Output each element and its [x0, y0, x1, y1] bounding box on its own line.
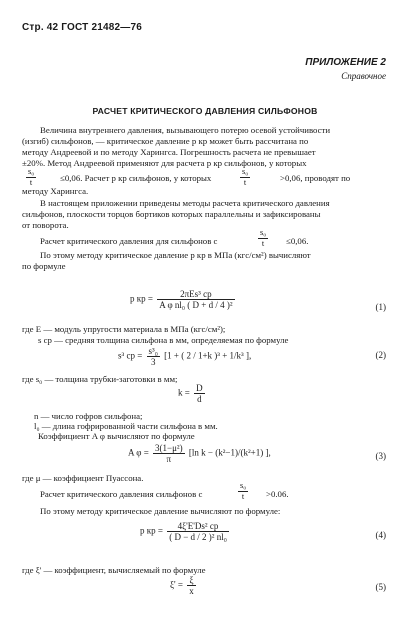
text-line: n — число гофров сильфона; — [34, 411, 143, 421]
text-line: по формуле — [22, 261, 66, 271]
text-line: s ср — средняя толщина сильфона в мм, определяемая по формуле — [38, 335, 289, 345]
inline-fraction: $\frac{\text{s₀}}{t}$ — [28, 167, 35, 187]
equation-number: (1) — [375, 302, 386, 312]
text-line: ≤0,06. Расчет p кр сильфонов, у которых — [60, 173, 212, 183]
text-line: методу Харингса. — [22, 186, 89, 196]
text-line: от поворота. — [22, 220, 69, 230]
equation-number: (4) — [375, 530, 386, 540]
equation-number: (2) — [375, 350, 386, 360]
text-line: (изгиб) сильфонов, — критическое давление p кр может быть рассчитана по — [22, 136, 309, 146]
text-line: По этому методу критическое давление p кр в МПа (кгс/см²) вычисляют — [40, 250, 311, 260]
text-line: где μ — коэффициент Пуассона. — [22, 473, 144, 483]
text-line: >0,06, проводят по — [280, 173, 351, 183]
text-line: сильфонов, плоскости торцов бортиков которых параллельны и зафиксированы — [22, 209, 321, 219]
text-line: В настоящем приложении приведены методы расчета критического давления — [40, 198, 330, 208]
text-line: Расчет критического давления для сильфонов с — [40, 236, 218, 246]
formula-5: ξ' = $\frac{\xi}{x}$ — [170, 575, 194, 596]
text-line: Расчет критического давления сильфонов с — [40, 489, 203, 499]
appendix-subtitle: Справочное — [341, 71, 386, 81]
inline-fraction: $\frac{\text{s₀}}{t}$ — [260, 228, 267, 248]
appendix-label — [305, 57, 386, 81]
text-line: Величина внутреннего давления, вызывающего потерю осевой устойчивости — [40, 125, 331, 135]
inline-fraction: $\frac{\text{s₀}}{t}$ — [240, 481, 247, 501]
formula-1: p кр = $\frac{\text{2πEs³ ср}}{\text{A φ nl₀ ( D + d / 4 )²}}$ — [130, 289, 233, 310]
text-line: методу Андреевой и по методу Харингса. Погрешность расчета не превышает — [22, 147, 316, 157]
inline-fraction: $\frac{\text{s₀}}{t}$ — [242, 167, 249, 187]
equation-number: (5) — [375, 582, 386, 592]
text-line: где s₀ — толщина трубки-заготовки в мм; — [22, 374, 178, 384]
text-line: ±20%. Метод Андреевой применяют для расчета p кр сильфонов, у которых — [22, 158, 307, 168]
appendix-title: ПРИЛОЖЕНИЕ 2 — [305, 57, 386, 68]
text-line: По этому методу критическое давление вычисляют по формуле: — [40, 506, 281, 516]
formula-4: p кр = $\frac{\text{4ξ'E'Ds² ср}}{\text{( D − d / 2 )² nl₀}}$ — [140, 521, 227, 542]
text-line: где E — модуль упругости материала в МПа (кгс/см²); — [22, 324, 226, 334]
section-heading: РАСЧЕТ КРИТИЧЕСКОГО ДАВЛЕНИЯ СИЛЬФОНОВ — [92, 106, 318, 116]
formula-k: k = $\frac{D}{d}$ — [178, 383, 203, 404]
formula-3: A φ = $\frac{\text{3(1−μ²)}}{\pi}$ [ln k − (k²−1)/(k²+1) ], — [128, 443, 271, 464]
text-line: где ξ' — коэффициент, вычисляемый по формуле — [22, 565, 206, 575]
text-line: l₀ — длина гофрированной части сильфона в мм. — [34, 421, 218, 431]
equation-number: (3) — [375, 451, 386, 461]
text-line: Коэффициент A φ вычисляют по формуле — [38, 431, 195, 441]
page-header: Стр. 42 ГОСТ 21482—76 — [22, 22, 142, 33]
formula-2: s³ ср = $\frac{\text{s³₀}}{3}$ [1 + ( 2 / 1+k )³ + 1/k³ ], — [118, 346, 252, 367]
text-line: ≤0,06. — [286, 236, 309, 246]
text-line: >0.06. — [266, 489, 289, 499]
